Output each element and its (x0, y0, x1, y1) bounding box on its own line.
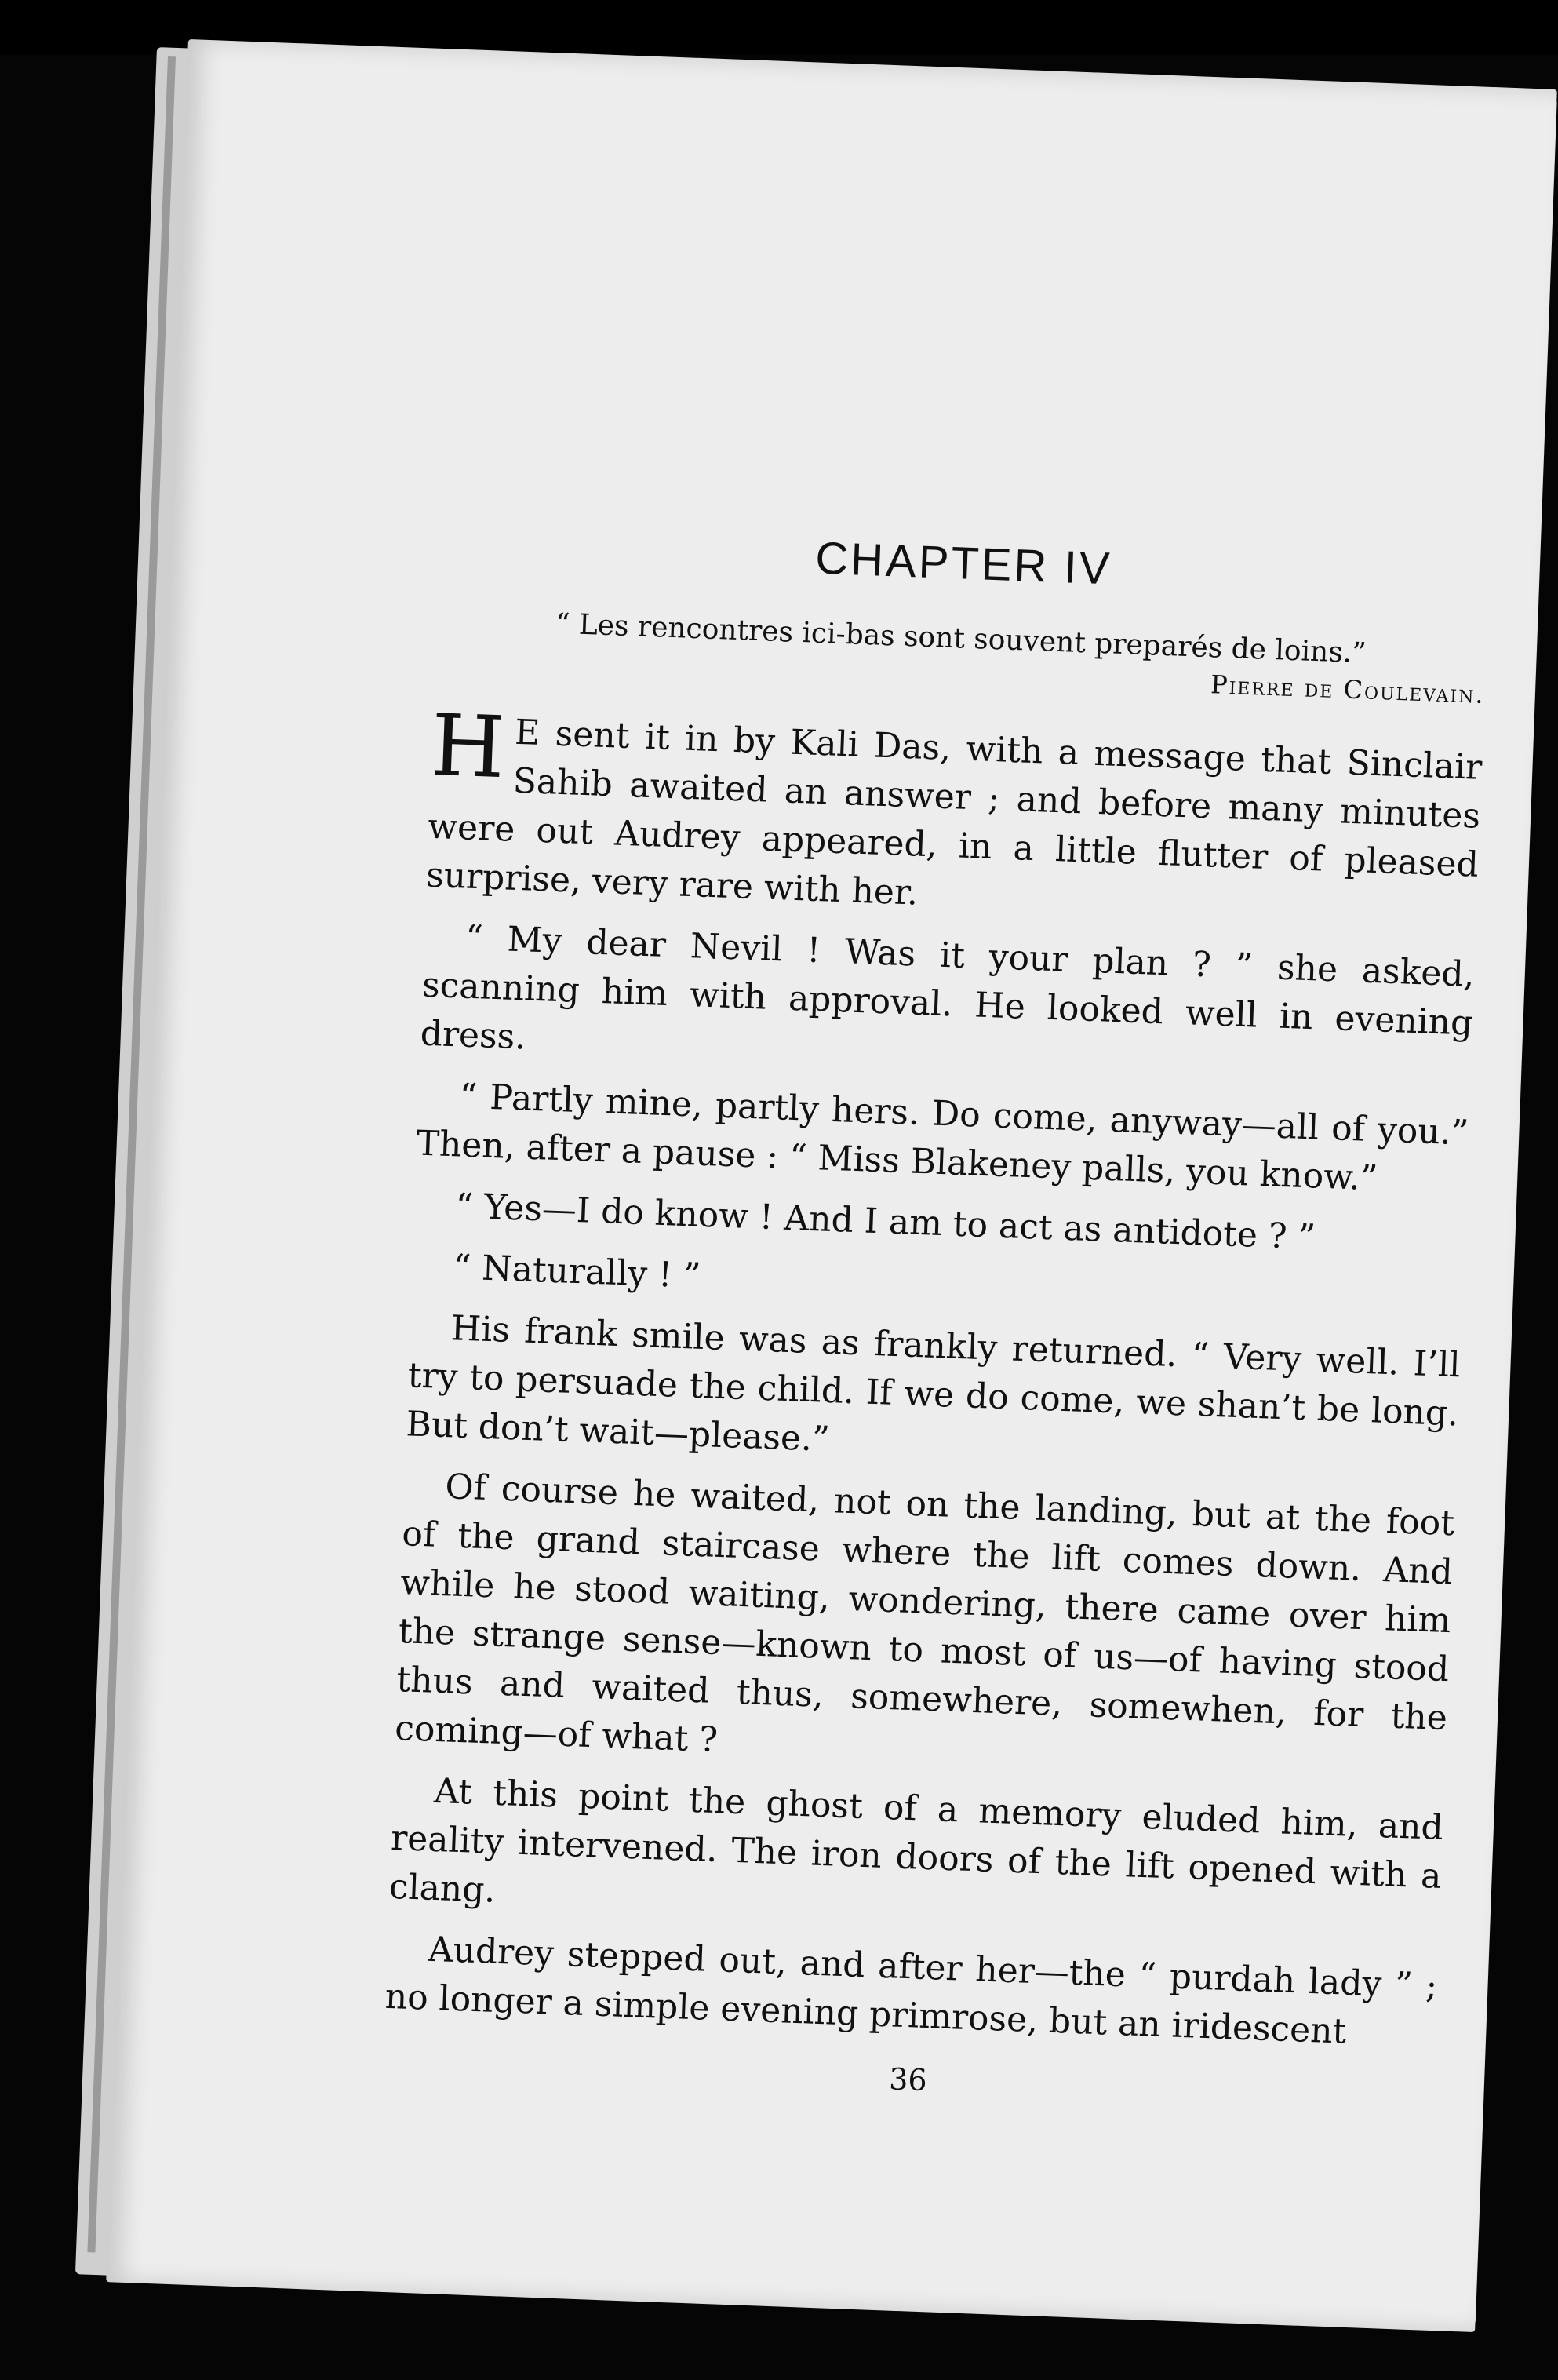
page-text-block (382, 518, 1490, 2116)
paragraph-1-text: E sent it in by Kali Das, with a message that Sinclair Sahib awaited an answer ; and before many minutes were out Audrey appeared, in a little flutter of pleased surprise, very rare with her. (425, 712, 1483, 913)
paragraph-3: “ Partly mine, partly hers. Do come, anyway—all of you.” Then, after a pause : “ Miss Blakeney palls, you know.” (415, 1076, 1470, 1199)
epigraph: “ Les rencontres ici-bas sont souvent preparés de loins.” (555, 607, 1367, 670)
paragraph-7: Of course he waited, not on the landing, but at the foot of the grand staircase where the lift comes down. And while he stood waiting, wondering, there came over him the strange sense—known to most of us—of having stood thus and waited thus, somewhere, somewhen, for the coming—of what ? (394, 1467, 1455, 1761)
paragraph-8: At this point the ghost of a memory eluded him, and reality intervened. The iron doors of the lift opened with a clang. (388, 1770, 1444, 1911)
paragraph-1 (425, 696, 1483, 939)
paragraph-6: His frank smile was as frankly returned. “ Very well. I’ll try to persuade the child. If we do come, we shan’t be long. But don’t wait—please.” (405, 1308, 1462, 1460)
paragraph-9: Audrey stepped out, and after her—the “ purdah lady ” ; no longer a simple evening primrose, but an iridescent (384, 1929, 1439, 2052)
page-number: 36 (888, 2061, 928, 2098)
paragraph-4: “ Yes—I do know ! And I am to act as antidote ? ” (454, 1186, 1316, 1258)
epigraph-author: Pierre de Coulevain. (1210, 669, 1486, 709)
chapter-title: CHAPTER IV (814, 532, 1113, 595)
paragraph-5: “ Naturally ! ” (452, 1247, 702, 1296)
drop-cap: H (429, 696, 507, 798)
paragraph-2: “ My dear Nevil ! Was it your plan ? ” she asked, scanning him with approval. He looked well in evening dress. (419, 917, 1476, 1058)
